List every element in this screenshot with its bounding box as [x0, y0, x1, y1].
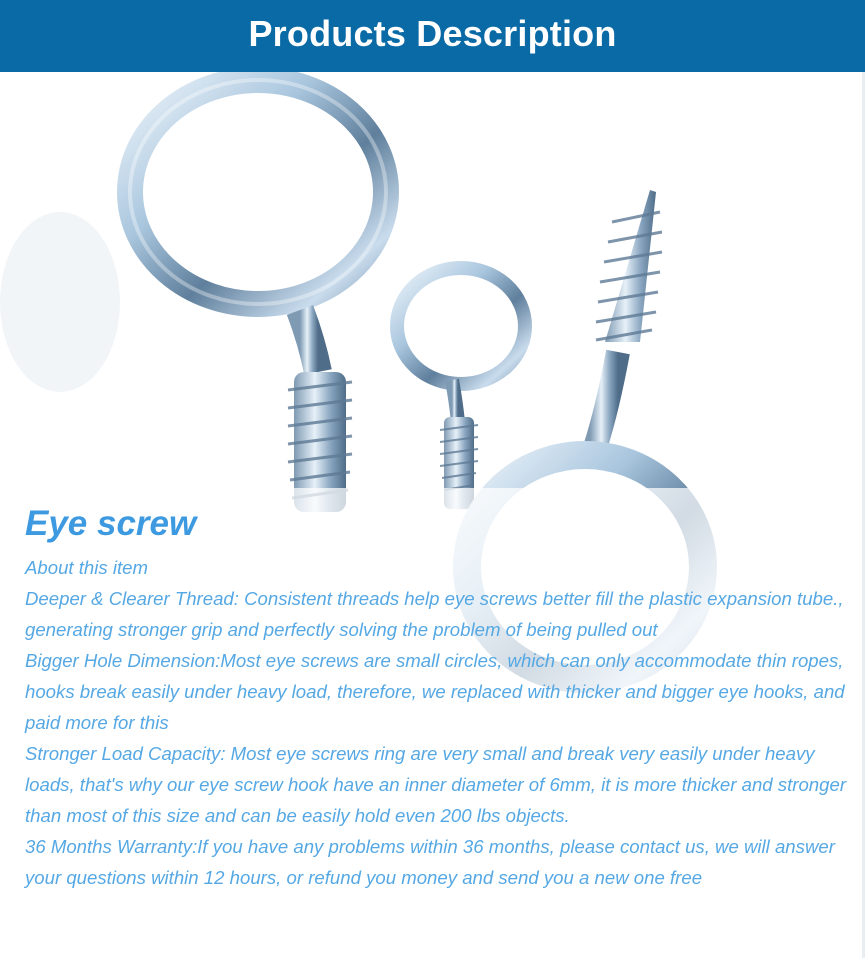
feature-hole-dimension: Bigger Hole Dimension:Most eye screws are small circles, which can only accommodate thin ropes, hooks break easily under heavy load, therefore, we replaced with thicker and bigger eye hooks, and paid more for this: [25, 650, 845, 733]
large-eye-screw-image: [130, 80, 386, 512]
feature-thread: Deeper & Clearer Thread: Consistent threads help eye screws better fill the plastic expansion tube., generating stronger grip and perfectly solving the problem of being pulled out: [25, 588, 844, 640]
section-title: Products Description: [248, 13, 617, 54]
about-label: About this item: [25, 557, 148, 578]
section-header: [0, 0, 865, 72]
feature-load-capacity: Stronger Load Capacity: Most eye screws ring are very small and break very easily under heavy loads, that's why our eye screw hook have an inner diameter of 6mm, it is more thicker and stronger than most of this size and can be easily hold even 200 lbs objects.: [25, 743, 847, 826]
feature-warranty: 36 Months Warranty:If you have any problems within 36 months, please contact us, we will answer your questions within 12 hours, or refund you money and send you a new one free: [25, 836, 835, 888]
product-title: Eye screw: [25, 504, 197, 543]
product-text-block: [25, 500, 855, 893]
